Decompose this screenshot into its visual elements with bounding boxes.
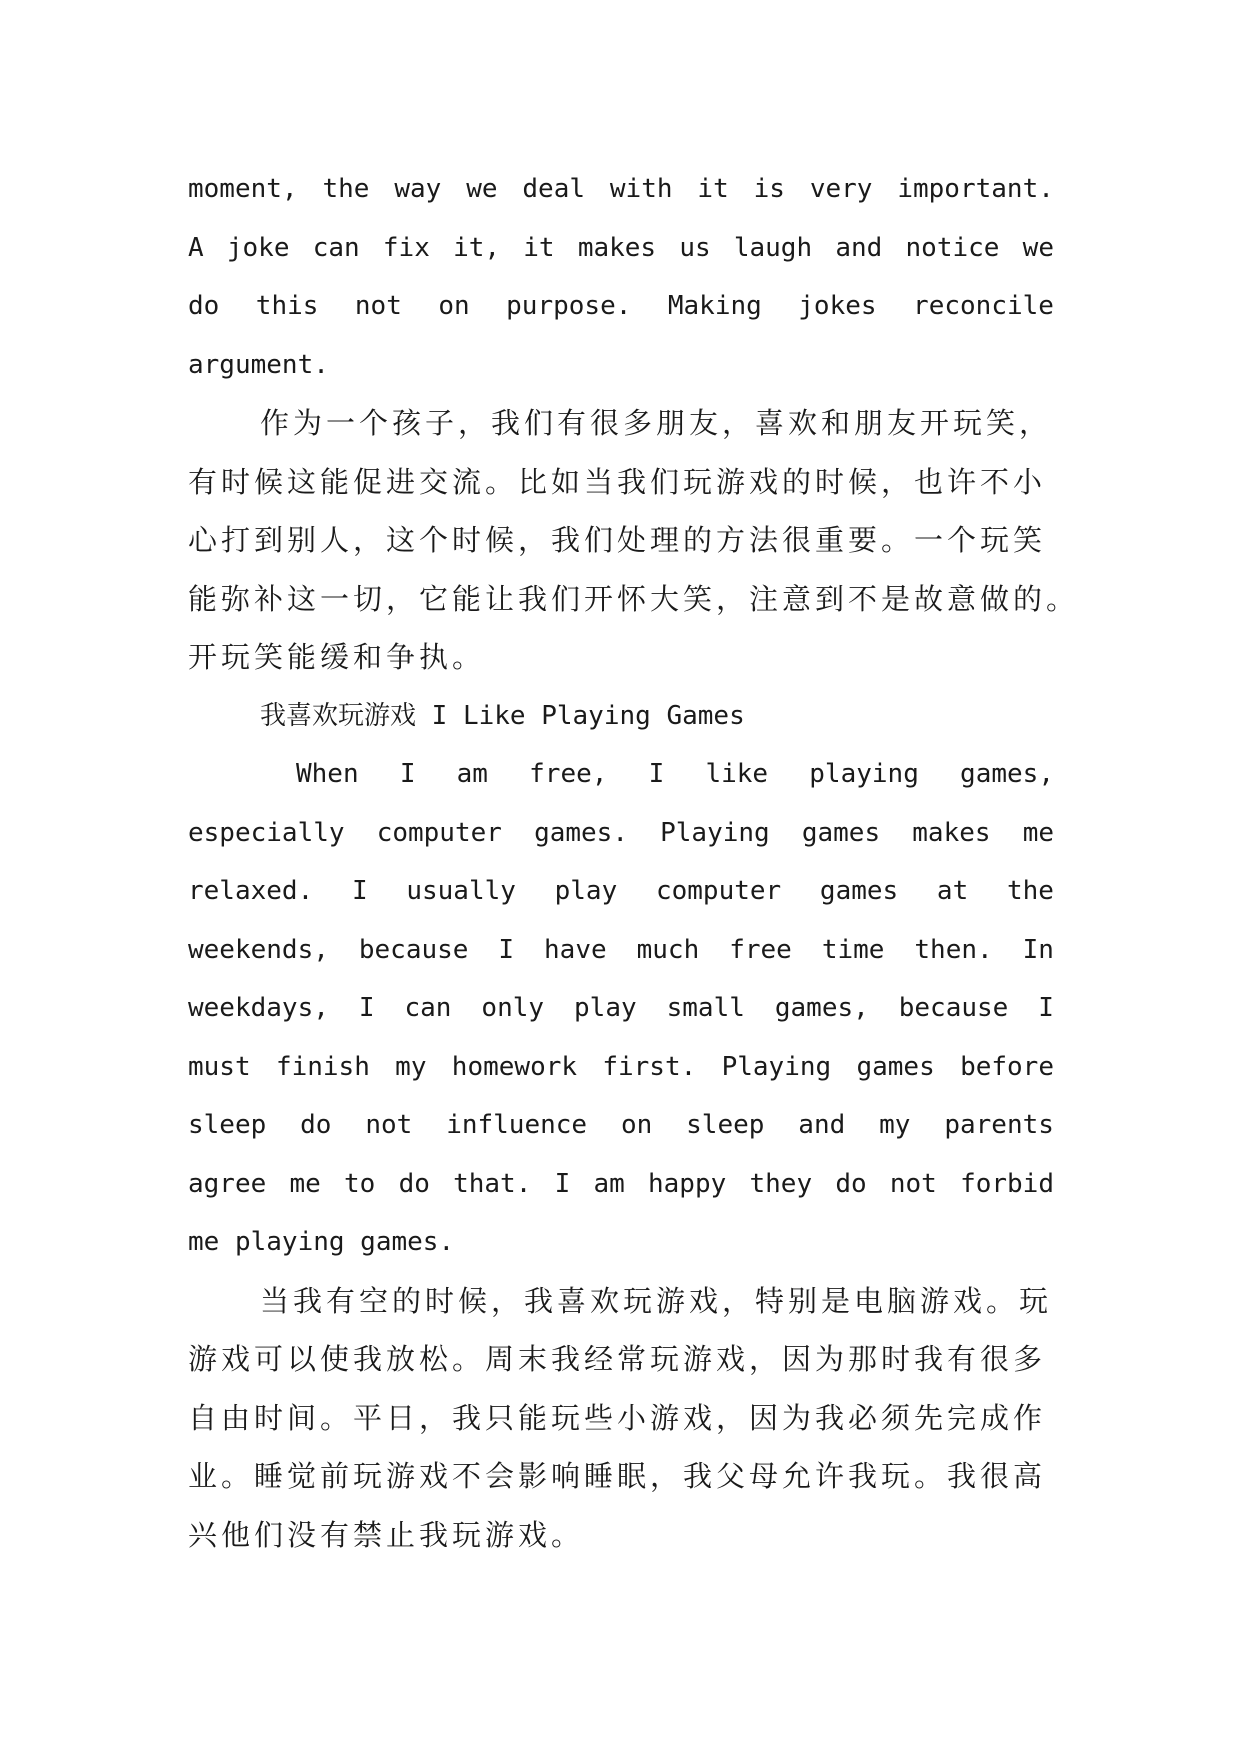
text-line: 兴他们没有禁止我玩游戏。 (188, 1517, 585, 1552)
text-line: must finish my homework first. Playing games before (188, 1051, 1054, 1082)
text-line: relaxed. I usually play computer games at the (188, 876, 1054, 906)
text-line: 业。睡觉前玩游戏不会影响睡眠，我父母允许我玩。我很高 (188, 1459, 1047, 1493)
text-line: 心打到别人，这个时候，我们处理的方法很重要。一个玩笑 (188, 523, 1047, 557)
text-line: 开玩笑能缓和争执。 (188, 640, 486, 674)
text-line: argument. (188, 349, 329, 380)
text-line: When I am free, I like playing games, (296, 759, 1054, 789)
text-line: 游戏可以使我放松。周末我经常玩游戏，因为那时我有很多 (188, 1342, 1047, 1376)
text-line: agree me to do that. I am happy they do not forbid (188, 1168, 1054, 1199)
text-line: me playing games. (188, 1227, 455, 1257)
text-line: moment, the way we deal with it is very important. (188, 174, 1054, 204)
text-line: weekends, because I have much free time then. In (188, 934, 1054, 965)
section-heading: 我喜欢玩游戏 I Like Playing Games (260, 700, 745, 731)
text-line: weekdays, I can only play small games, because I (188, 993, 1054, 1023)
text-line: 能弥补这一切，它能让我们开怀大笑，注意到不是故意做的。 (188, 581, 1080, 616)
text-line: sleep do not influence on sleep and my parents (188, 1110, 1054, 1140)
text-line: A joke can fix it, it makes us laugh and notice we (188, 232, 1054, 263)
text-line: 当我有空的时候，我喜欢玩游戏，特别是电脑游戏。玩 (260, 1283, 1053, 1318)
text-line: especially computer games. Playing games makes me (188, 817, 1054, 848)
document-body (188, 160, 1080, 1564)
text-line: do this not on purpose. Making jokes reconcile (188, 291, 1054, 321)
text-line: 自由时间。平日，我只能玩些小游戏，因为我必须先完成作 (188, 1400, 1047, 1435)
text-line: 有时候这能促进交流。比如当我们玩游戏的时候，也许不小 (188, 464, 1047, 499)
text-line: 作为一个孩子，我们有很多朋友，喜欢和朋友开玩笑， (260, 406, 1053, 440)
